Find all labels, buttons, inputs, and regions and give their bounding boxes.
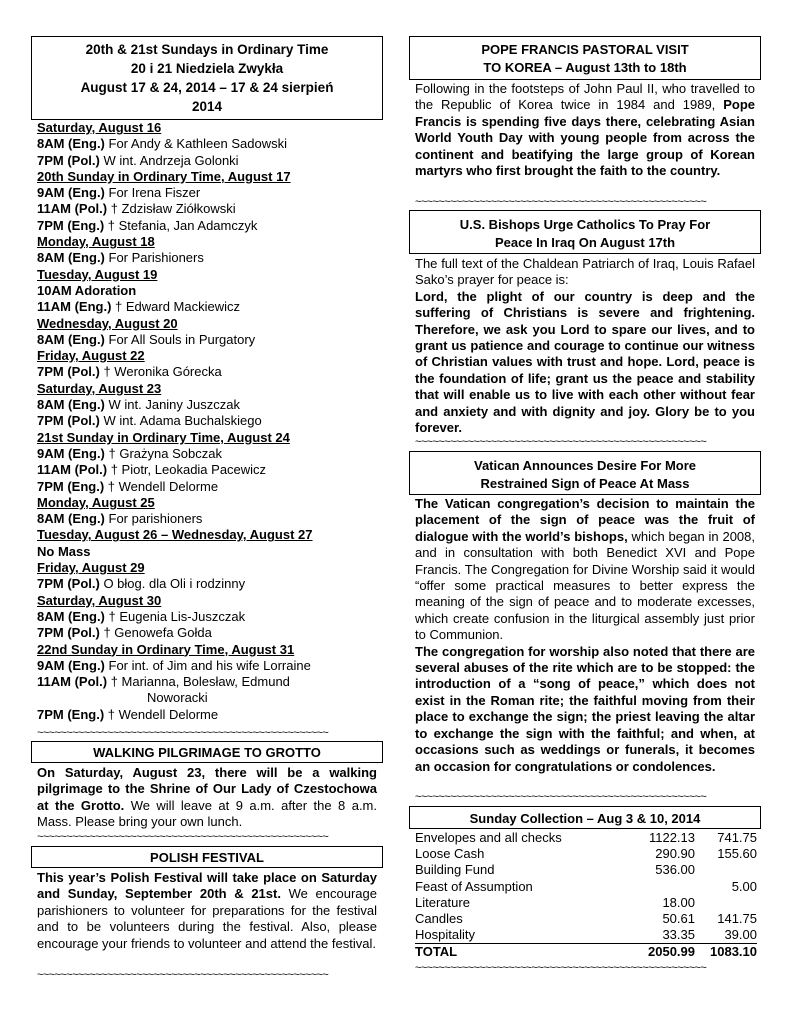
schedule-mass-time: 11AM (Pol.)	[37, 674, 108, 690]
collection-label: Literature	[415, 894, 470, 910]
collection-amount-aug10	[695, 862, 757, 878]
vatican-header	[409, 451, 761, 495]
schedule-mass-time: 8AM (Eng.)	[37, 397, 105, 413]
schedule-entry	[37, 609, 383, 625]
schedule-day-heading: 21st Sunday in Ordinary Time, August 24	[37, 429, 290, 445]
schedule-entry	[37, 674, 383, 690]
pope-visit-bold-text: Pope Francis is spending five days there, celebrating Asian World Youth Day with young people from across the continent and beatifying the large group of Korean martyrs who first brought the faith to the country.	[415, 97, 755, 179]
schedule-entry	[37, 446, 383, 462]
schedule-entry	[37, 544, 383, 560]
schedule-title-line: August 17 & 24, 2014 – 17 & 24 sierpień	[80, 80, 334, 95]
vatican-p2-bold: The congregation for worship also noted that there are several abuses of the rite which are to be stopped: the introduction of a “song of peace,” which does not exist in the Roman rite; the faithful moving from their place to exchange the sign; the priest leaving the altar to exchange the sign with the faithful; and when, at occasions such as weddings or funerals, it becomes an occasion for congratulations or condolences.	[415, 643, 755, 774]
schedule-mass-time: 8AM (Eng.)	[37, 331, 105, 347]
pilgrimage-bold-text: On Saturday, August 23, there will be a walking pilgrimage to the Shrine of Our Lady of Czestochowa at the Grotto.	[37, 765, 377, 813]
schedule-mass-time: 11AM (Eng.)	[37, 299, 112, 315]
mass-schedule-list	[31, 120, 383, 723]
vatican-p1-text: which began in 2008, and in consultation with both Benedict XVI and Pope Francis. The Congregation for Divine Worship said it would “offer some practical measures to better express the meaning of the sign of peace and to moderate excesses, which create confusion in the liturgical assembly just prior to Communion.	[415, 528, 755, 643]
schedule-mass-time: 9AM (Eng.)	[37, 445, 105, 461]
separator: ~~~~~~~~~~~~~~~~~~~~~~~~~~~~~~~~~~~~~~~~~~~~~~~~~~	[415, 197, 707, 207]
collection-row	[415, 911, 757, 927]
collection-amount-aug3: 18.00	[662, 894, 695, 910]
schedule-entry	[37, 413, 383, 429]
schedule-day-heading: 20th Sunday in Ordinary Time, August 17	[37, 168, 291, 184]
schedule-entry	[37, 690, 383, 706]
schedule-entry	[37, 625, 383, 641]
schedule-intention: For parishioners	[104, 511, 203, 527]
iraq-title-line2: Peace In Iraq On August 17th	[494, 235, 676, 250]
schedule-intention: For Andy & Kathleen Sadowski	[104, 136, 287, 152]
schedule-mass-time: 7PM (Pol.)	[37, 364, 100, 380]
collection-row	[415, 846, 757, 862]
iraq-body	[409, 256, 761, 436]
collection-header	[409, 806, 761, 829]
pope-visit-text: Following in the footsteps of John Paul II, who travelled to the Republic of Korea twice in 1984 and 1989,	[415, 81, 755, 113]
collection-table-wrap	[409, 830, 761, 961]
festival-text: We encourage parishioners to volunteer for preparations for the festival and to be volunteers during the festival. Also, please encourage your friends to volunteer and attend the festival.	[37, 886, 377, 951]
collection-label: Loose Cash	[415, 846, 485, 862]
collection-amount-aug3: 536.00	[655, 862, 695, 878]
schedule-intention: For Irena Fiszer	[104, 185, 201, 201]
collection-row	[415, 830, 757, 846]
schedule-mass-time: 7PM (Eng.)	[37, 706, 105, 722]
collection-label: Candles	[415, 911, 463, 927]
pilgrimage-title: WALKING PILGRIMAGE TO GROTTO	[93, 745, 321, 760]
collection-row	[415, 927, 757, 944]
collection-amount-aug3: 290.90	[655, 846, 695, 862]
schedule-day-heading: Friday, August 29	[37, 560, 145, 576]
collection-amount-aug10: 741.75	[717, 830, 757, 845]
schedule-entry	[37, 511, 383, 527]
schedule-entry	[37, 364, 383, 380]
schedule-mass-time: 8AM (Eng.)	[37, 511, 105, 527]
collection-row	[415, 879, 757, 895]
schedule-intention: † Edward Mackiewicz	[111, 299, 241, 315]
schedule-title-line: 20 i 21 Niedziela Zwykła	[130, 61, 284, 76]
collection-total-row	[415, 944, 757, 961]
schedule-mass-time: No Mass	[37, 543, 91, 559]
pilgrimage-header	[31, 741, 383, 763]
schedule-intention: For int. of Jim and his wife Lorraine	[104, 657, 311, 673]
collection-amount-aug3: 2050.99	[648, 944, 695, 960]
schedule-entry	[37, 462, 383, 478]
vatican-body	[409, 496, 761, 775]
schedule-intention: † Wendell Delorme	[104, 478, 219, 494]
iraq-text: The full text of the Chaldean Patriarch of Iraq, Louis Rafael Sako’s prayer for peace is:	[415, 256, 755, 288]
separator: ~~~~~~~~~~~~~~~~~~~~~~~~~~~~~~~~~~~~~~~~~~~~~~~~~~	[415, 437, 707, 447]
schedule-intention: † Genowefa Gołda	[99, 625, 212, 641]
schedule-entry	[37, 201, 383, 217]
schedule-day-heading: Saturday, August 23	[37, 380, 162, 396]
schedule-mass-time: 7PM (Pol.)	[37, 576, 100, 592]
pilgrimage-text: We will leave at 9 a.m. after the 8 a.m. Mass. Please bring your own lunch.	[37, 797, 377, 830]
schedule-mass-time: 9AM (Eng.)	[37, 185, 105, 201]
collection-label: Feast of Assumption	[415, 878, 533, 894]
schedule-intention: † Grażyna Sobczak	[104, 445, 222, 461]
pope-visit-title-line1: POPE FRANCIS PASTORAL VISIT	[481, 42, 689, 57]
schedule-intention: † Weronika Górecka	[99, 364, 222, 380]
schedule-day-heading: Tuesday, August 26 – Wednesday, August 27	[37, 527, 313, 543]
collection-label: Hospitality	[415, 927, 623, 944]
schedule-day-heading: 22nd Sunday in Ordinary Time, August 31	[37, 641, 295, 657]
collection-amount-aug3: 1122.13	[648, 830, 695, 845]
pilgrimage-body	[31, 765, 383, 831]
mass-schedule-header	[31, 36, 383, 120]
pope-visit-body	[409, 81, 761, 179]
collection-table	[415, 830, 757, 961]
festival-bold-text: This year’s Polish Festival will take place on Saturday and Sunday, September 20th & 21st.	[37, 870, 377, 902]
schedule-day-heading: Saturday, August 16	[37, 120, 162, 135]
schedule-day-heading: Saturday, August 30	[37, 592, 162, 608]
schedule-intention: † Stefania, Jan Adamczyk	[104, 217, 258, 233]
separator: ~~~~~~~~~~~~~~~~~~~~~~~~~~~~~~~~~~~~~~~~~~~~~~~~~~	[37, 728, 329, 738]
schedule-day-heading: Friday, August 22	[37, 348, 145, 364]
schedule-entry	[37, 479, 383, 495]
separator: ~~~~~~~~~~~~~~~~~~~~~~~~~~~~~~~~~~~~~~~~~~~~~~~~~~	[37, 970, 329, 980]
separator: ~~~~~~~~~~~~~~~~~~~~~~~~~~~~~~~~~~~~~~~~~~~~~~~~~~	[37, 832, 329, 842]
pope-visit-title-line2: TO KOREA – August 13th to 18th	[483, 60, 687, 75]
schedule-entry	[37, 707, 383, 723]
schedule-intention: † Eugenia Lis-Juszczak	[104, 608, 246, 624]
schedule-mass-time: 11AM (Pol.)	[37, 201, 108, 217]
schedule-intention: † Marianna, Bolesław, Edmund	[107, 674, 290, 690]
schedule-entry	[37, 576, 383, 592]
schedule-entry	[37, 250, 383, 266]
schedule-entry	[37, 658, 383, 674]
schedule-intention: † Zdzisław Ziółkowski	[107, 201, 236, 217]
schedule-entry	[37, 185, 383, 201]
collection-label: TOTAL	[415, 944, 458, 960]
schedule-mass-time: 7PM (Pol.)	[37, 413, 100, 429]
schedule-day-heading: Monday, August 25	[37, 494, 155, 510]
schedule-intention: W int. Janiny Juszczak	[104, 397, 240, 413]
schedule-day-heading: Monday, August 18	[37, 234, 155, 250]
schedule-entry	[37, 397, 383, 413]
schedule-mass-time: 7PM (Eng.)	[37, 478, 105, 494]
schedule-title-line: 2014	[191, 99, 223, 114]
collection-amount-aug3: 33.35	[623, 927, 695, 944]
schedule-entry	[37, 218, 383, 234]
schedule-title-line: 20th & 21st Sundays in Ordinary Time	[85, 42, 329, 57]
iraq-title-line1: U.S. Bishops Urge Catholics To Pray For	[459, 217, 711, 232]
schedule-intention: For Parishioners	[104, 250, 204, 266]
separator: ~~~~~~~~~~~~~~~~~~~~~~~~~~~~~~~~~~~~~~~~~~~~~~~~~~	[415, 963, 707, 973]
schedule-mass-time: 8AM (Eng.)	[37, 136, 105, 152]
vatican-p1-bold: The Vatican congregation’s decision to maintain the placement of the sign of peace was the fruit of dialogue with the world’s bishops,	[415, 496, 755, 544]
collection-amount-aug10: 5.00	[731, 878, 757, 894]
collection-row	[415, 895, 757, 911]
schedule-mass-time: 8AM (Eng.)	[37, 608, 105, 624]
schedule-intention: † Piotr, Leokadia Pacewicz	[107, 462, 267, 478]
collection-label: Building Fund	[415, 862, 495, 878]
collection-amount-aug10: 141.75	[717, 911, 757, 927]
schedule-intention: W int. Adama Buchalskiego	[99, 413, 262, 429]
collection-amount-aug10	[695, 895, 757, 911]
schedule-day-heading: Tuesday, August 19	[37, 266, 158, 282]
collection-title: Sunday Collection – Aug 3 & 10, 2014	[469, 811, 701, 826]
iraq-header	[409, 210, 761, 254]
schedule-mass-time: 7PM (Eng.)	[37, 217, 105, 233]
pope-visit-header	[409, 36, 761, 80]
vatican-title-line1: Vatican Announces Desire For More	[473, 458, 697, 473]
festival-body	[31, 870, 383, 952]
schedule-intention: † Wendell Delorme	[104, 706, 219, 722]
schedule-intention: Noworacki	[147, 690, 208, 706]
schedule-mass-time: 10AM Adoration	[37, 282, 137, 298]
schedule-mass-time: 7PM (Pol.)	[37, 625, 100, 641]
collection-label: Envelopes and all checks	[415, 830, 562, 845]
schedule-day-heading: Wednesday, August 20	[37, 315, 178, 331]
schedule-entry	[37, 299, 383, 315]
schedule-entry	[37, 153, 383, 169]
collection-amount-aug3	[623, 879, 695, 895]
schedule-entry	[37, 283, 383, 299]
festival-header	[31, 846, 383, 868]
schedule-mass-time: 9AM (Eng.)	[37, 657, 105, 673]
schedule-intention: For All Souls in Purgatory	[104, 331, 256, 347]
schedule-mass-time: 11AM (Pol.)	[37, 462, 108, 478]
collection-row	[415, 862, 757, 878]
festival-title: POLISH FESTIVAL	[150, 850, 264, 865]
schedule-entry	[37, 332, 383, 348]
collection-amount-aug3: 50.61	[662, 911, 695, 927]
schedule-mass-time: 8AM (Eng.)	[37, 250, 105, 266]
schedule-mass-time: 7PM (Pol.)	[37, 152, 100, 168]
schedule-intention: W int. Andrzeja Golonki	[99, 152, 239, 168]
collection-amount-aug10: 39.00	[695, 927, 757, 944]
collection-amount-aug10: 155.60	[717, 846, 757, 862]
vatican-title-line2: Restrained Sign of Peace At Mass	[480, 476, 690, 491]
schedule-intention: O błog. dla Oli i rodzinny	[99, 576, 246, 592]
schedule-entry	[37, 136, 383, 152]
separator: ~~~~~~~~~~~~~~~~~~~~~~~~~~~~~~~~~~~~~~~~~~~~~~~~~~	[415, 792, 707, 802]
collection-amount-aug10: 1083.10	[710, 944, 757, 960]
iraq-prayer-text: Lord, the plight of our country is deep and the suffering of Christians is severe and frightening. Therefore, we ask you Lord to spare our lives, and to grant us patience and courage to continue our witness of Christian values with trust and hope. Lord, peace is the foundation of life; grant us the peace and stability that will enable us to live with each other without fear and anxiety and with dignity and joy. Glory be to you forever.	[415, 288, 755, 436]
